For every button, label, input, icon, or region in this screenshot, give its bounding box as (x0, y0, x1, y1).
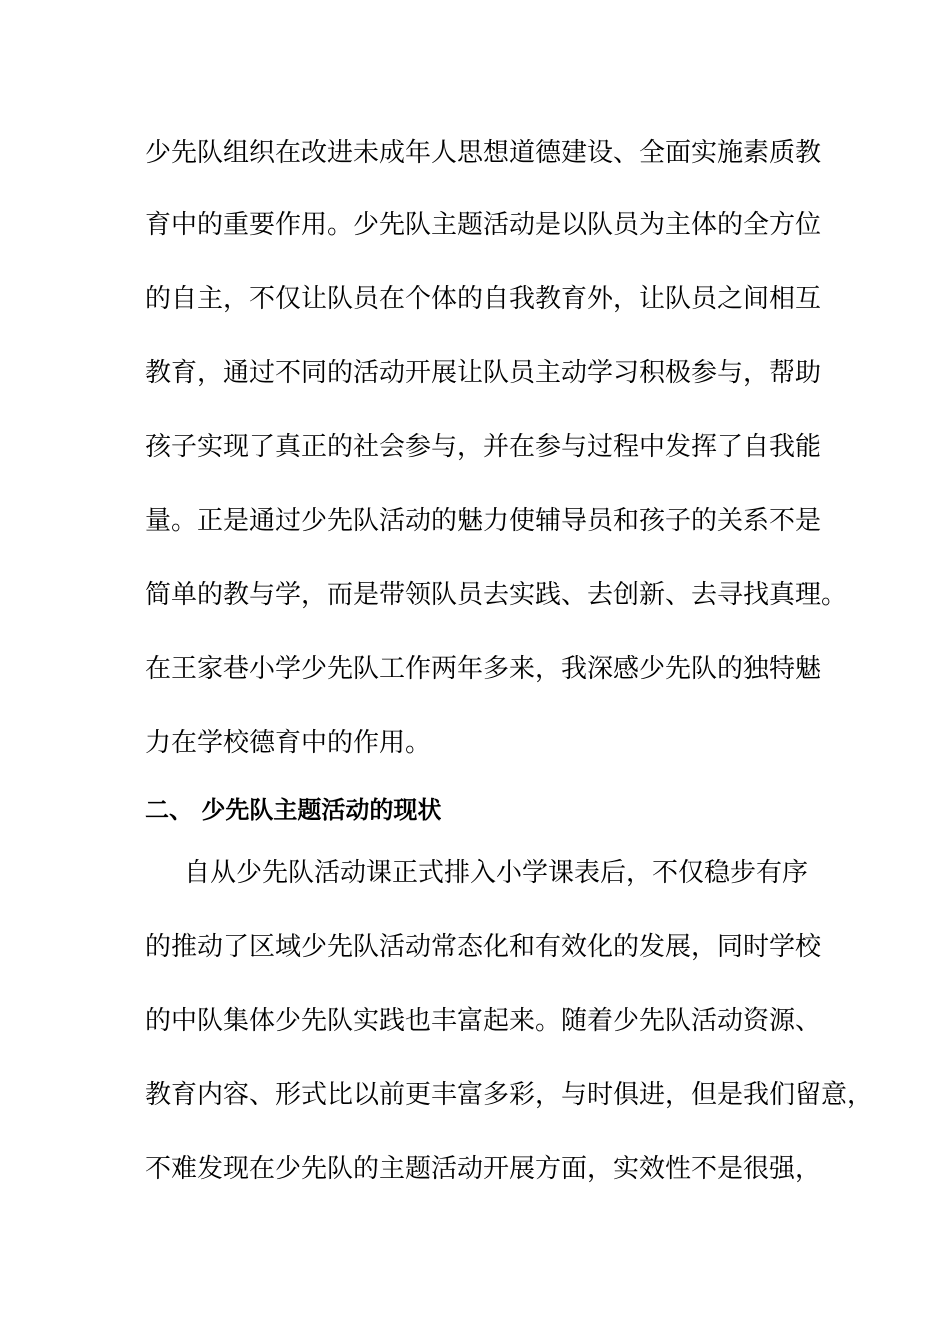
paragraph-line: 的推动了区域少先队活动常态化和有效化的发展，同时学校 (145, 932, 822, 962)
section-heading: 二、 少先队主题活动的现状 (145, 796, 442, 824)
paragraph-line: 不难发现在少先队的主题活动开展方面，实效性不是很强， (145, 1154, 822, 1184)
paragraph-line: 量。正是通过少先队活动的魅力使辅导员和孩子的关系不是 (145, 506, 822, 536)
paragraph-line: 育中的重要作用。少先队主题活动是以队员为主体的全方位 (145, 210, 822, 240)
paragraph-line: 的自主，不仅让队员在个体的自我教育外，让队员之间相互 (145, 284, 822, 314)
paragraph-line: 简单的教与学，而是带领队员去实践、去创新、去寻找真理。 (145, 580, 848, 610)
paragraph-line: 自从少先队活动课正式排入小学课表后，不仅稳步有序 (184, 858, 809, 888)
paragraph-line: 孩子实现了真正的社会参与，并在参与过程中发挥了自我能 (145, 432, 822, 462)
paragraph-line: 教育，通过不同的活动开展让队员主动学习积极参与，帮助 (145, 358, 822, 388)
paragraph-line: 少先队组织在改进未成年人思想道德建设、全面实施素质教 (145, 138, 822, 168)
paragraph-line: 的中队集体少先队实践也丰富起来。随着少先队活动资源、 (145, 1006, 822, 1036)
paragraph-line: 力在学校德育中的作用。 (145, 728, 432, 758)
paragraph-line: 教育内容、形式比以前更丰富多彩，与时俱进，但是我们留意， (145, 1080, 874, 1110)
paragraph-line: 在王家巷小学少先队工作两年多来，我深感少先队的独特魅 (145, 654, 822, 684)
